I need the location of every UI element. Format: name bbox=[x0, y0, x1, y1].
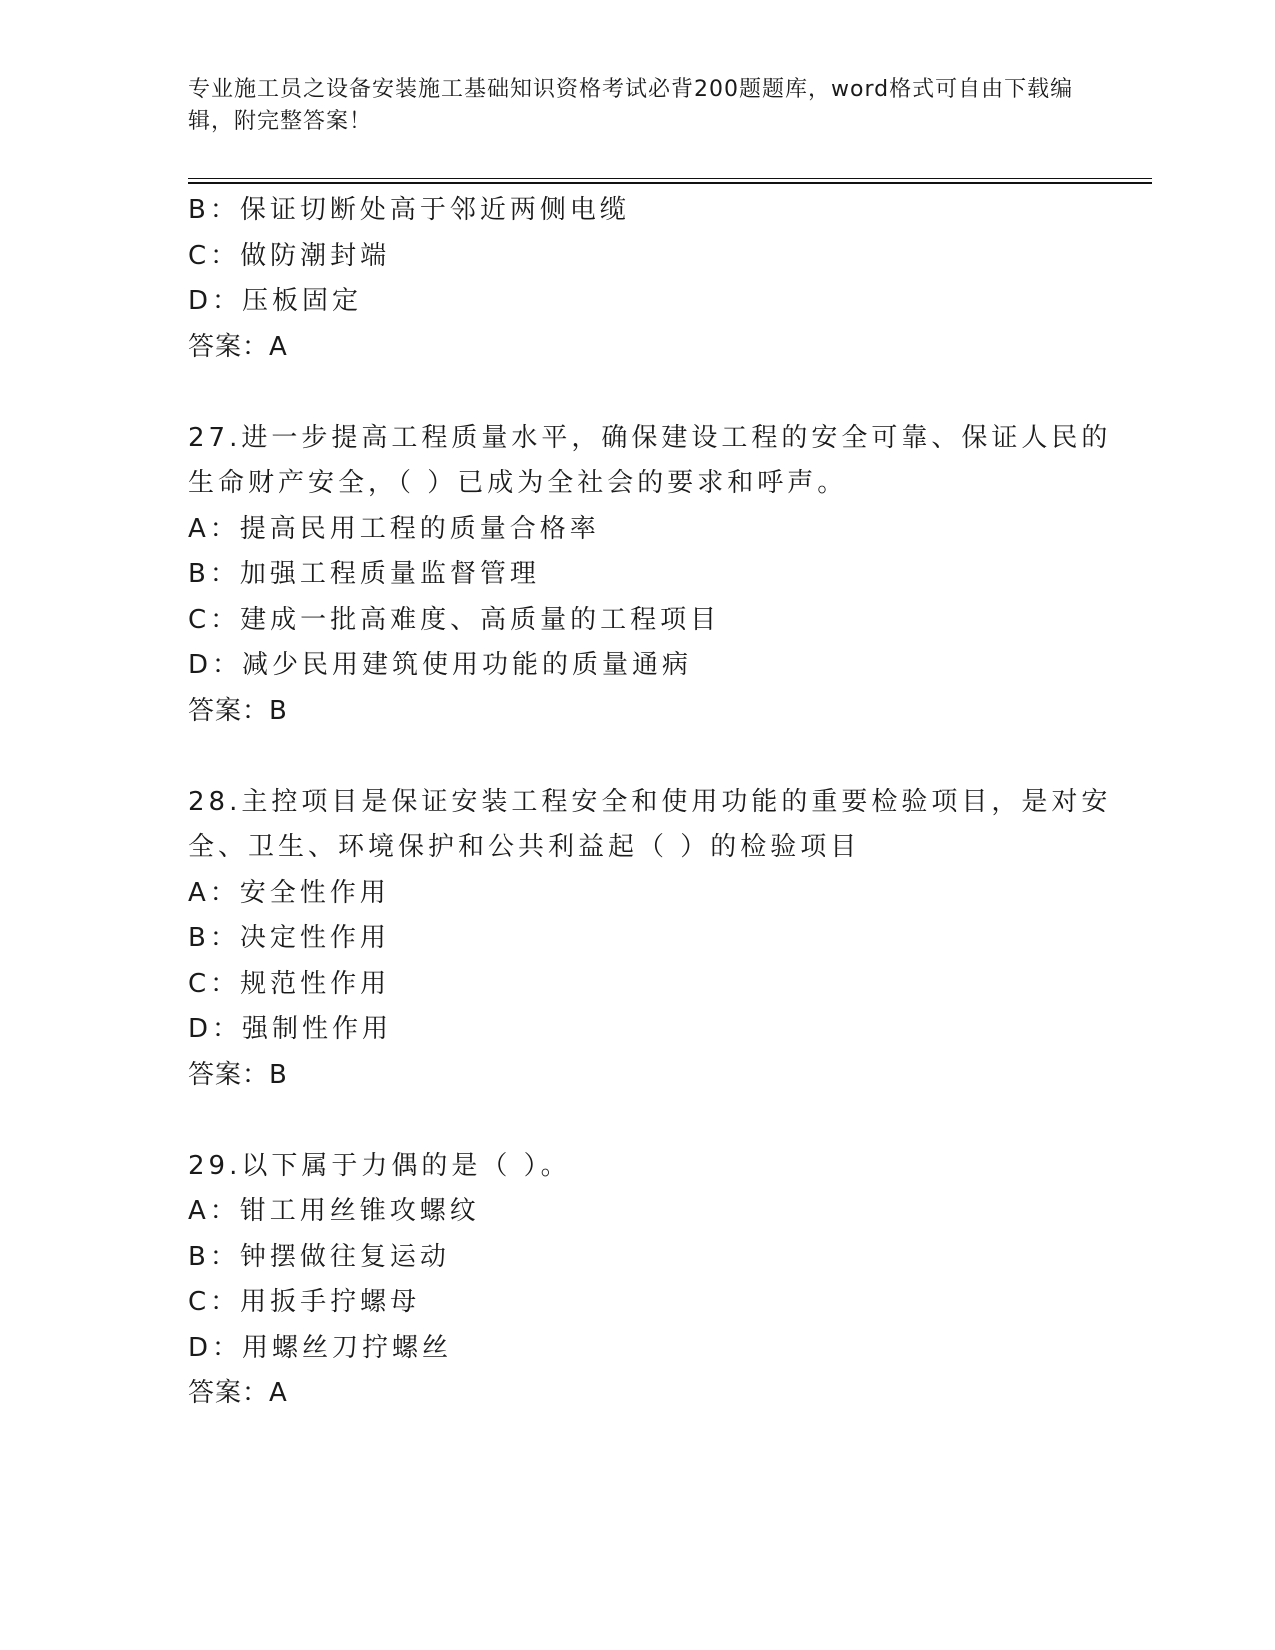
header-rule-thin bbox=[188, 178, 1152, 179]
option-a: A：提高民用工程的质量合格率 bbox=[188, 513, 600, 544]
answer-line: 答案：A bbox=[188, 1378, 288, 1408]
question-stem-line: 29.以下属于力偶的是（ ）。 bbox=[188, 1150, 571, 1181]
option-b: B：保证切断处高于邻近两侧电缆 bbox=[188, 195, 630, 225]
option-c: C：建成一批高难度、高质量的工程项目 bbox=[188, 604, 721, 635]
option-d: D：减少民用建筑使用功能的质量通病 bbox=[188, 650, 693, 680]
option-b: B：钟摆做往复运动 bbox=[188, 1241, 450, 1272]
spacer bbox=[188, 1098, 1088, 1144]
option-a: A：钳工用丝锥攻螺纹 bbox=[188, 1196, 480, 1226]
question-content bbox=[188, 188, 1112, 1417]
option-d: D：用螺丝刀拧螺丝 bbox=[188, 1332, 453, 1363]
question-stem-line: 27.进一步提高工程质量水平，确保建设工程的安全可靠、保证人民的 bbox=[188, 422, 1112, 453]
option-b: B：决定性作用 bbox=[188, 923, 390, 953]
spacer bbox=[188, 734, 1088, 780]
question-29 bbox=[188, 1144, 1088, 1417]
answer-line: 答案：B bbox=[188, 695, 288, 726]
option-c: C：做防潮封端 bbox=[188, 240, 391, 271]
question-continued bbox=[188, 188, 1088, 370]
option-c: C：用扳手拧螺母 bbox=[188, 1287, 421, 1317]
question-27 bbox=[188, 416, 1112, 735]
answer-line: 答案：A bbox=[188, 331, 288, 362]
question-stem-line: 生命财产安全，（ ）已成为全社会的要求和呼声。 bbox=[188, 468, 848, 498]
option-a: A：安全性作用 bbox=[188, 877, 390, 908]
header-rule-thick bbox=[188, 182, 1152, 184]
option-b: B：加强工程质量监督管理 bbox=[188, 559, 540, 589]
question-28 bbox=[188, 780, 1112, 1099]
option-c: C：规范性作用 bbox=[188, 968, 391, 999]
document-header: 专业施工员之设备安装施工基础知识资格考试必背200题题库，word格式可自由下载编辑，附完整答案！ bbox=[188, 77, 1074, 134]
spacer bbox=[188, 370, 1088, 416]
option-d: D：强制性作用 bbox=[188, 1014, 393, 1044]
option-d: D：压板固定 bbox=[188, 286, 363, 316]
question-stem-line: 28.主控项目是保证安装工程安全和使用功能的重要检验项目，是对安 bbox=[188, 786, 1112, 817]
answer-line: 答案：B bbox=[188, 1059, 288, 1090]
question-stem-line: 全、卫生、环境保护和公共利益起（ ）的检验项目 bbox=[188, 832, 861, 862]
